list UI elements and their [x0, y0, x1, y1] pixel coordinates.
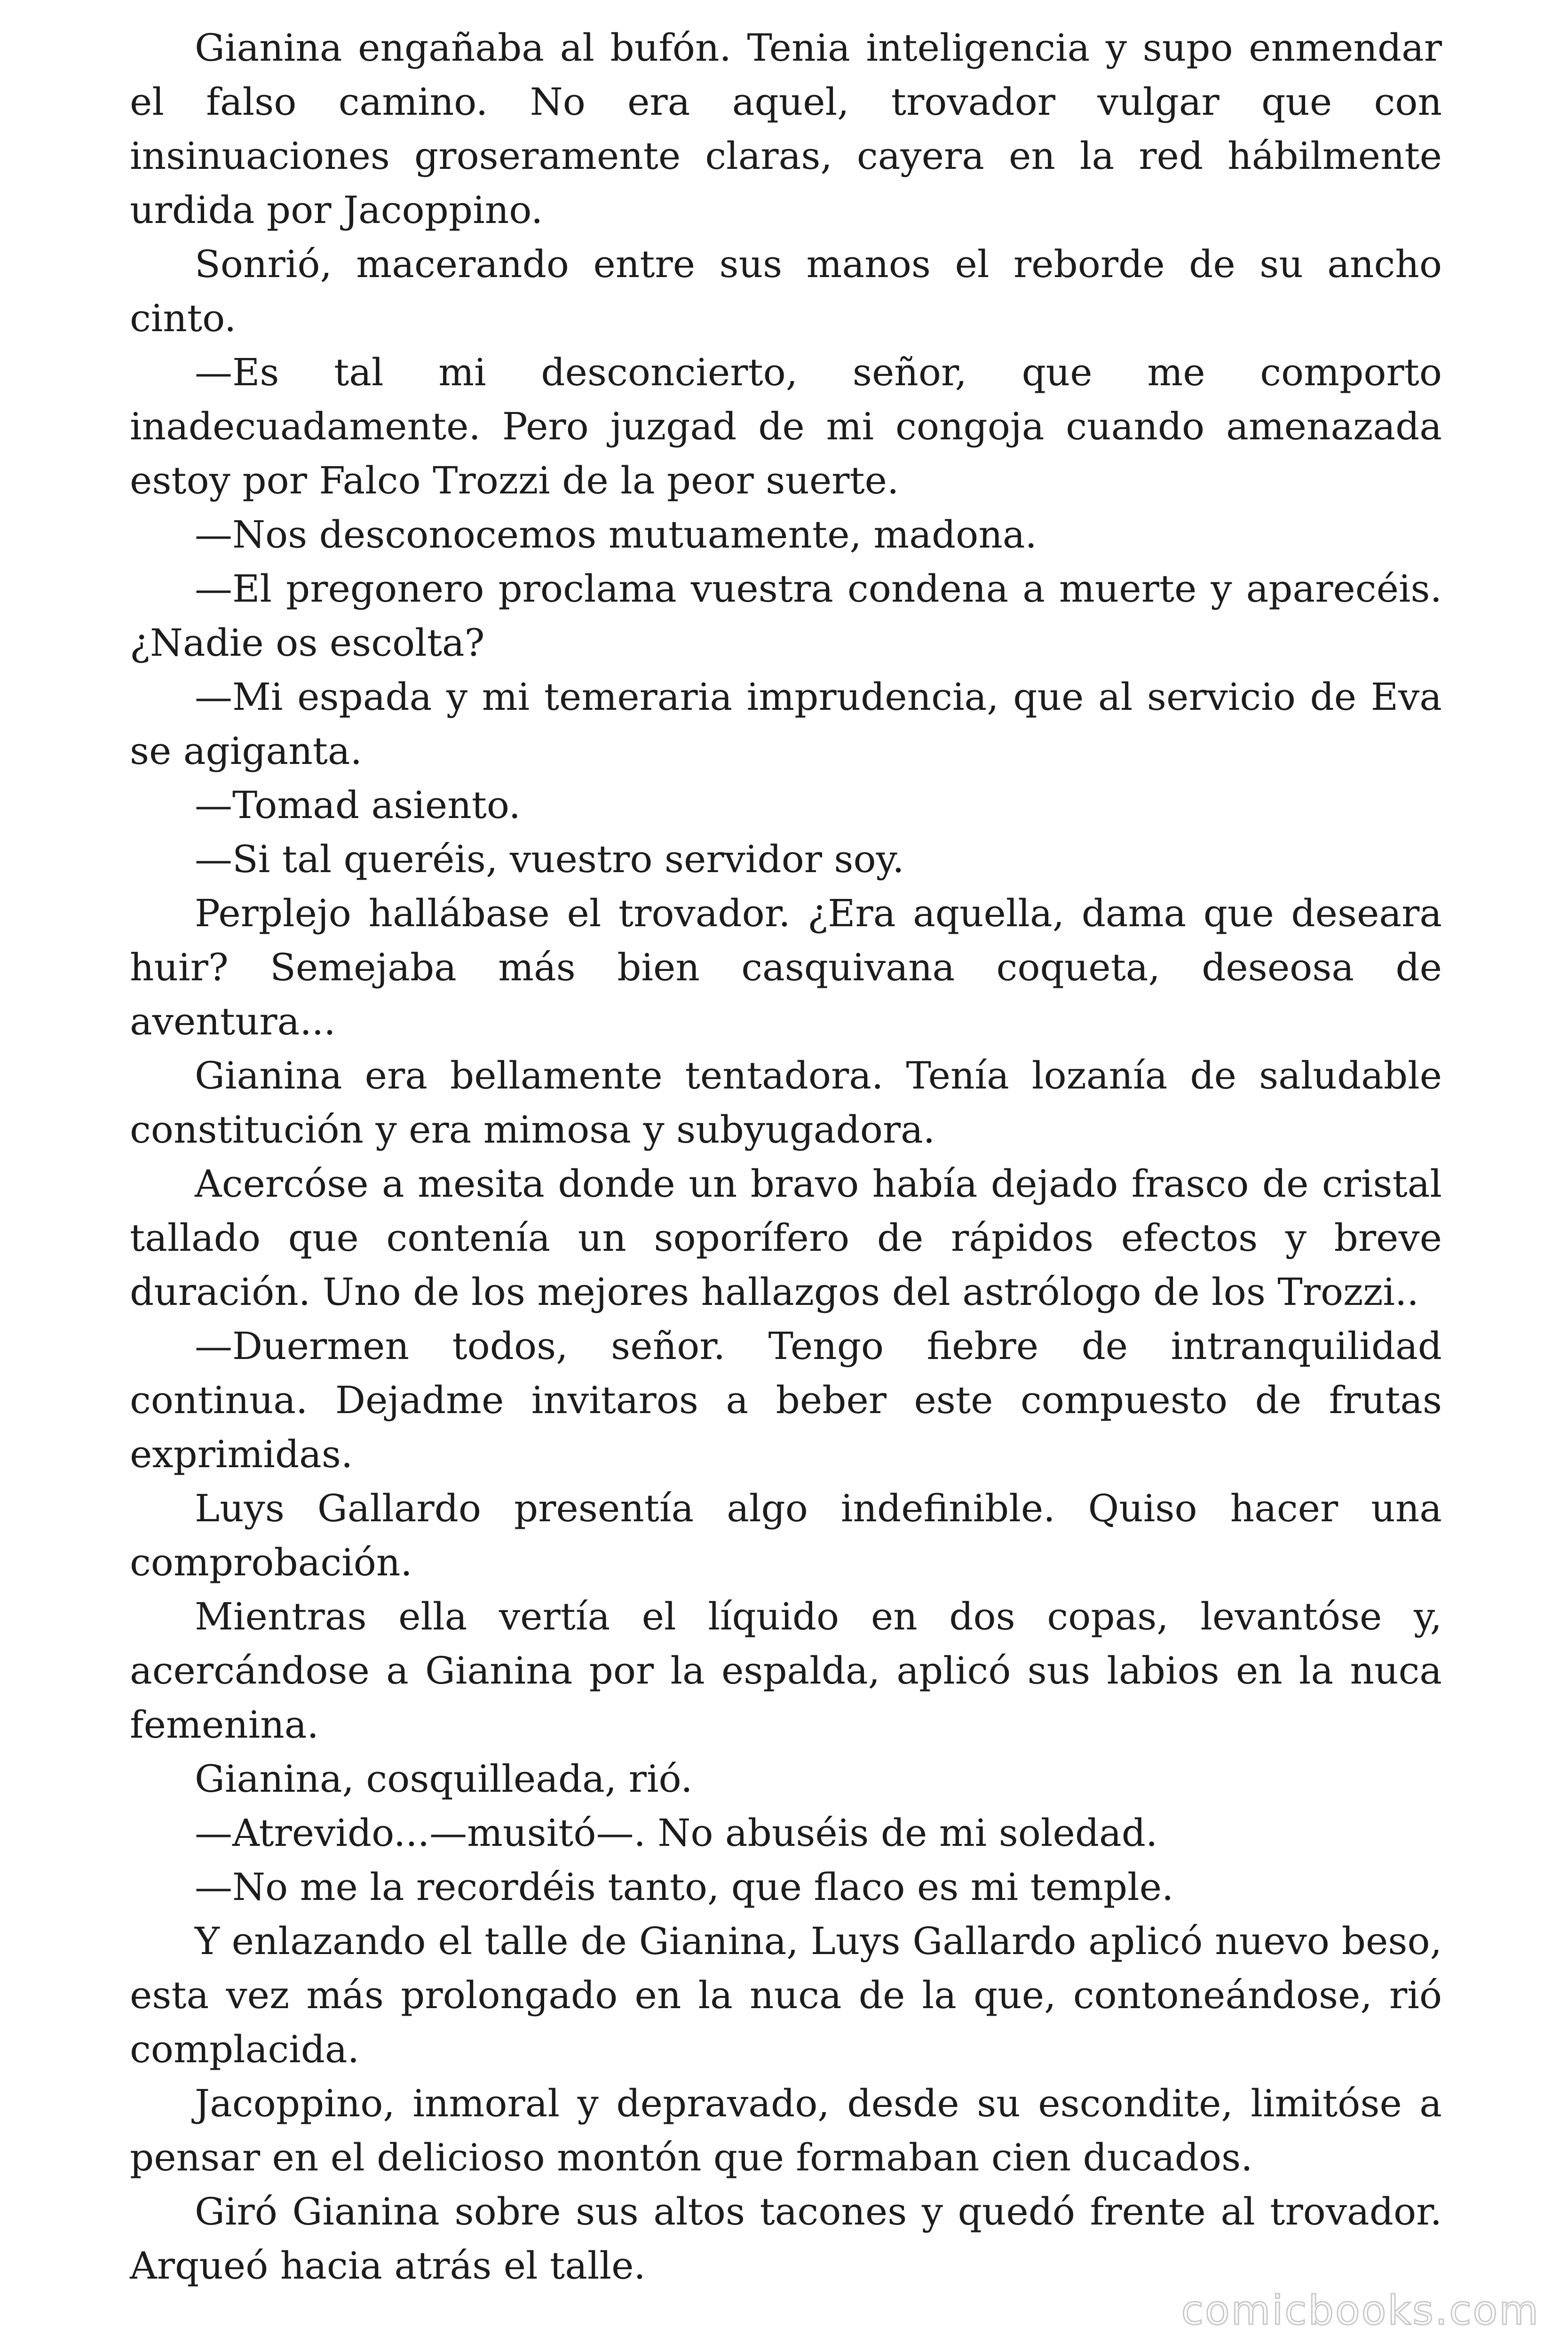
paragraph: Mientras ella vertía el líquido en dos copas, levantóse y, acercándose a Gianina por la espalda, aplicó sus labios en la nuca femenina.: [130, 1595, 1442, 1747]
paragraph: —Tomad asiento.: [195, 783, 521, 827]
paragraph: Giró Gianina sobre sus altos tacones y quedó frente al trovador. Arqueó hacia atrás el talle.: [130, 2190, 1442, 2288]
paragraph: —Nos desconocemos mutuamente, madona.: [195, 513, 1037, 556]
paragraph: Luys Gallardo presentía algo indefinible. Quiso hacer una comprobación.: [130, 1486, 1442, 1584]
paragraph: —Mi espada y mi temeraria imprudencia, que al servicio de Eva se agiganta.: [130, 675, 1442, 773]
paragraph: —El pregonero proclama vuestra condena a muerte y aparecéis. ¿Nadie os escolta?: [130, 567, 1442, 665]
paragraph: Gianina era bellamente tentadora. Tenía lozanía de saludable constitución y era mimosa y subyugadora.: [130, 1054, 1442, 1152]
watermark: comicbooks.com: [1181, 2287, 1540, 2334]
paragraph: Y enlazando el talle de Gianina, Luys Gallardo aplicó nuevo beso, esta vez más prolongado en la nuca de la que, contoneándose, rió complacida.: [130, 1919, 1442, 2071]
paragraph: Sonrió, macerando entre sus manos el reborde de su ancho cinto.: [130, 242, 1442, 340]
paragraph: —Es tal mi desconcierto, señor, que me comporto inadecuadamente. Pero juzgad de mi congoja cuando amenazada estoy por Falco Trozzi de la peor suerte.: [130, 350, 1442, 502]
paragraph: —No me la recordéis tanto, que flaco es mi temple.: [195, 1865, 1174, 1909]
document-body: [130, 21, 1442, 2293]
paragraph: Gianina, cosquilleada, rió.: [195, 1757, 693, 1801]
paragraph: Gianina engañaba al bufón. Tenia inteligencia y supo enmendar el falso camino. No era aquel, trovador vulgar que con insinuaciones groseramente claras, cayera en la red hábilmente urdida por Jacoppino.: [130, 26, 1442, 232]
paragraph: —Atrevido...—musitó—. No abuséis de mi soledad.: [195, 1811, 1158, 1855]
paragraph: Perplejo hallábase el trovador. ¿Era aquella, dama que deseara huir? Semejaba más bien casquivana coqueta, deseosa de aventura...: [130, 891, 1442, 1043]
paragraph: Jacoppino, inmoral y depravado, desde su escondite, limitóse a pensar en el delicioso montón que formaban cien ducados.: [130, 2082, 1442, 2179]
paragraph: Acercóse a mesita donde un bravo había dejado frasco de cristal tallado que contenía un soporífero de rápidos efectos y breve duración. Uno de los mejores hallazgos del astrólogo de los Trozzi..: [130, 1162, 1442, 1314]
paragraph: —Duermen todos, señor. Tengo fiebre de intranquilidad continua. Dejadme invitaros a beber este compuesto de frutas exprimidas.: [130, 1324, 1442, 1476]
paragraph: —Si tal queréis, vuestro servidor soy.: [195, 837, 904, 881]
